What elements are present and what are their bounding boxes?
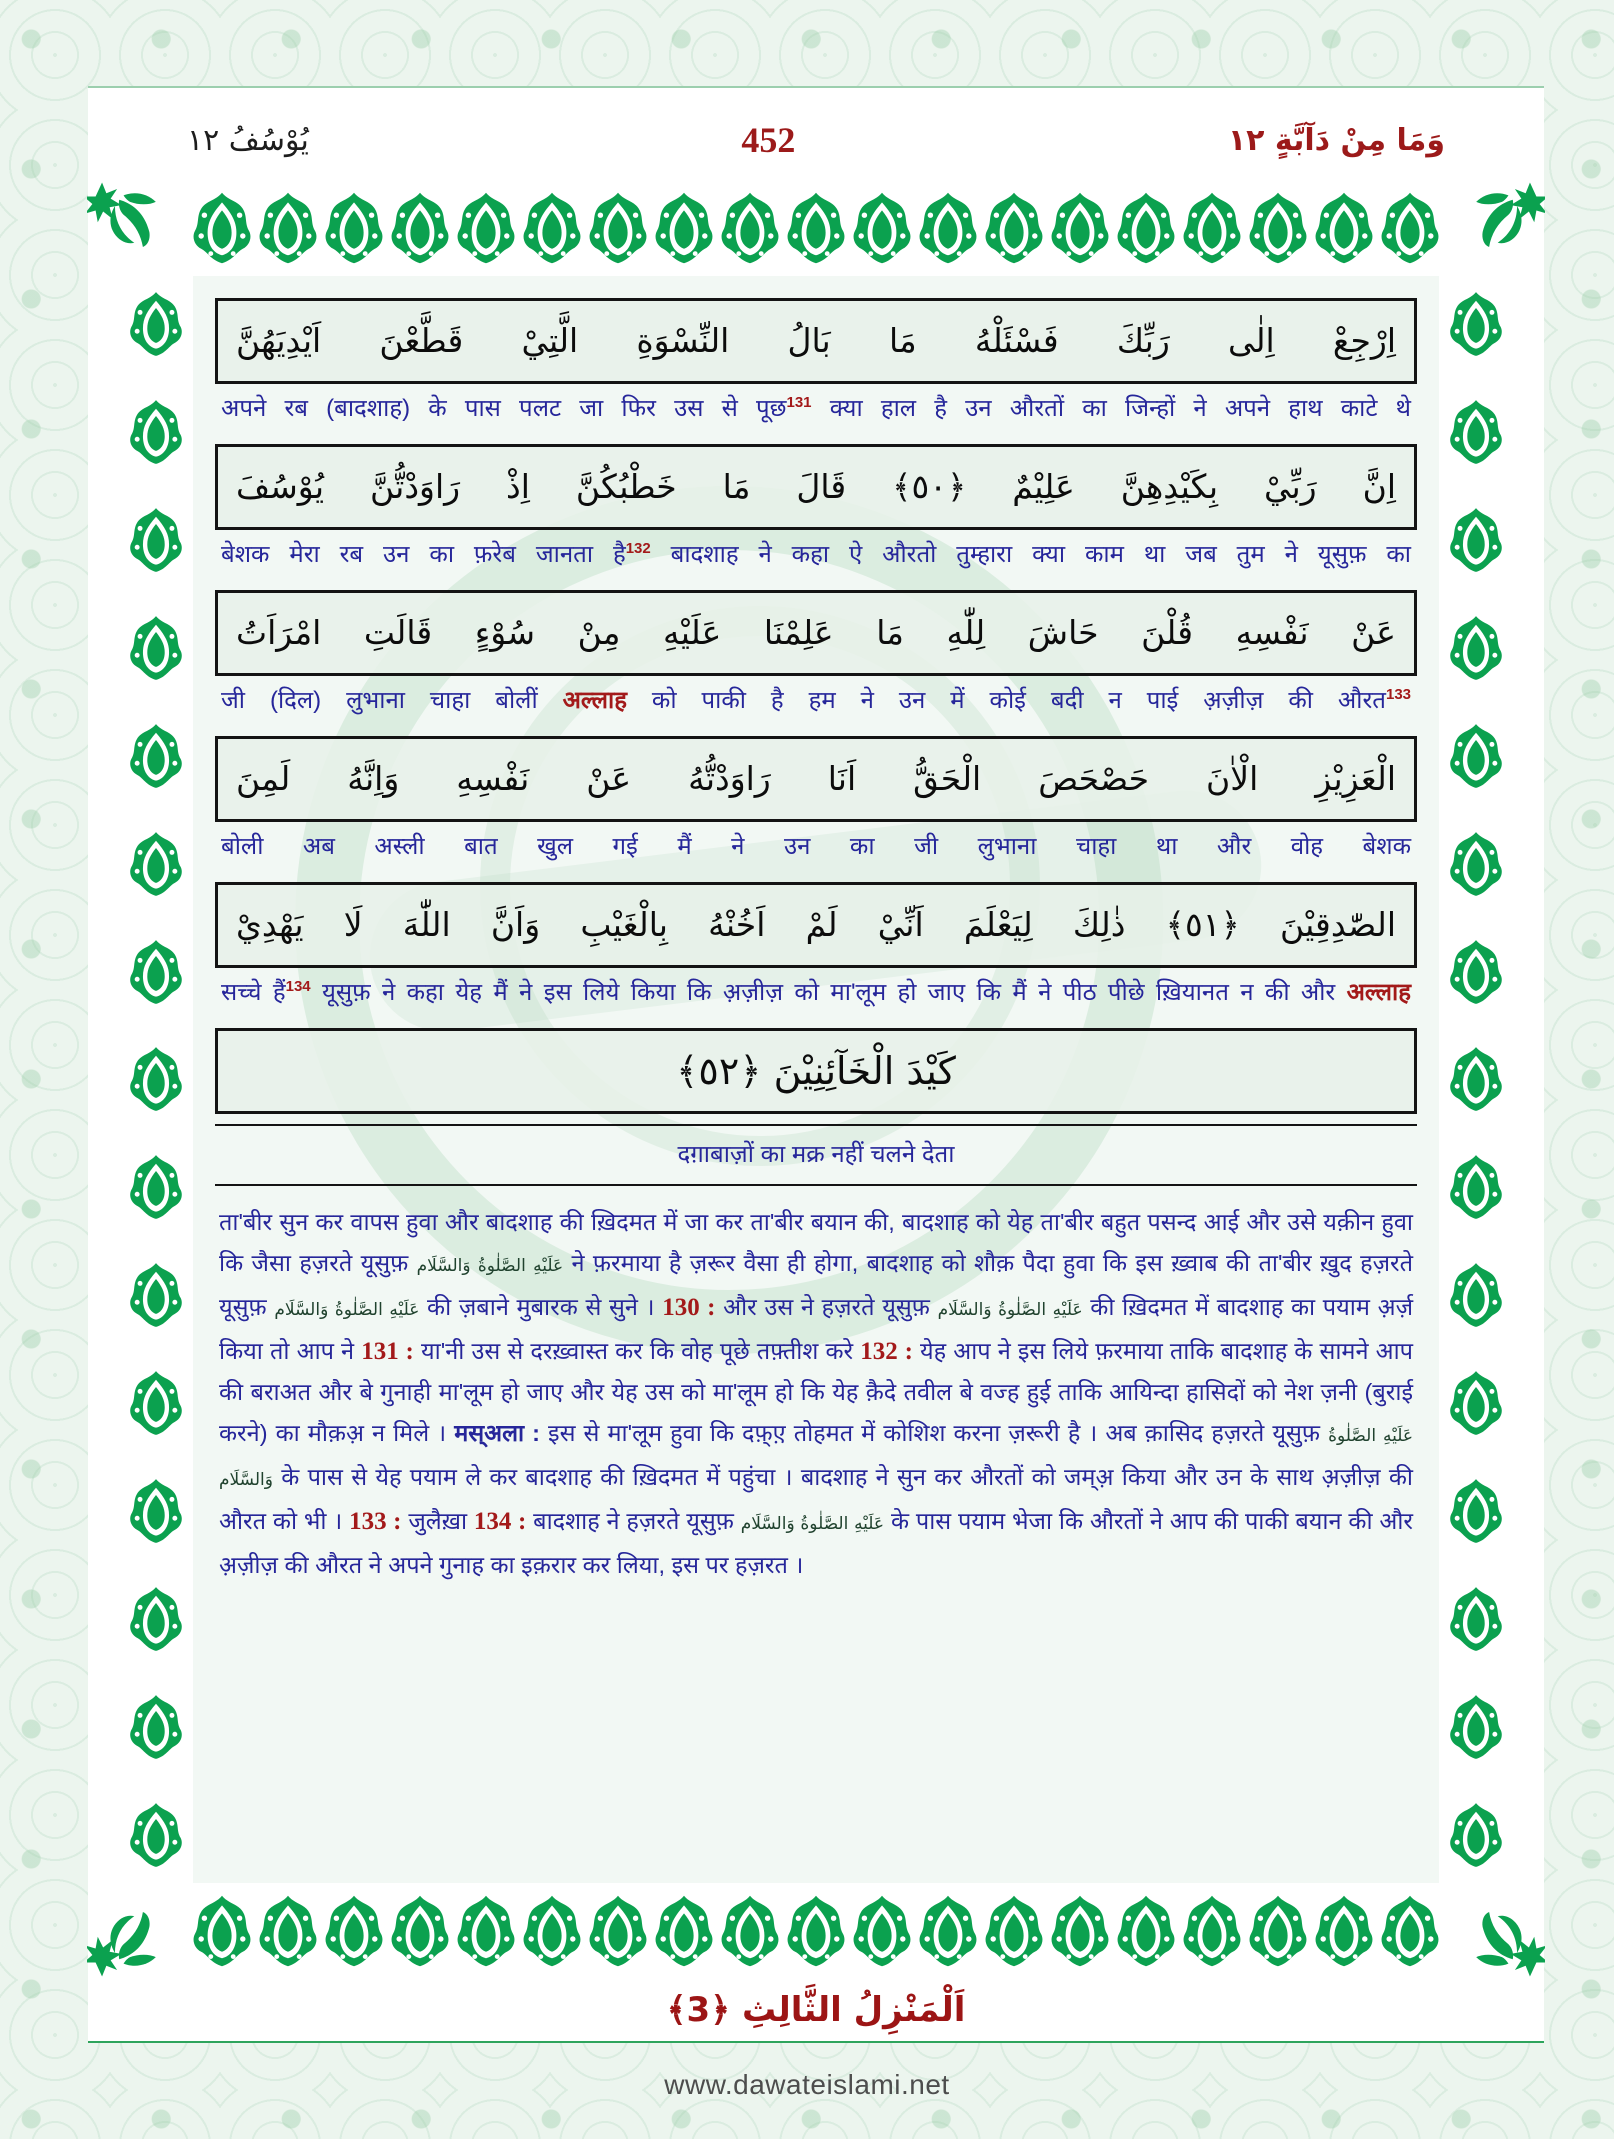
border-motif-icon: [718, 1885, 782, 1977]
content-area: [193, 276, 1439, 1883]
border-motif-icon: [256, 1885, 320, 1977]
border-motif-icon: [1180, 1885, 1244, 1977]
border-motif-icon: [1312, 182, 1376, 274]
border-motif-icon: [127, 1573, 185, 1665]
border-motif-icon: [916, 1885, 980, 1977]
border-motif-icon: [718, 182, 782, 274]
border-motif-icon: [127, 494, 185, 586]
border-motif-icon: [1048, 1885, 1112, 1977]
border-motif-icon: [850, 182, 914, 274]
verse-arabic: الْعَزِيْزِ الْاٰنَ حَصْحَصَ الْحَقُّ اَنَا رَاوَدْتُّهُ عَنْ نَفْسِهِ وَاِنَّهُ لَمِنَ: [215, 736, 1417, 822]
border-motif-icon: [322, 1885, 386, 1977]
border-motif-icon: [1114, 1885, 1178, 1977]
website-url: www.dawateislami.net: [664, 2069, 950, 2100]
ornamental-frame: [91, 182, 1541, 1977]
empty-space: [215, 1586, 1417, 1883]
border-motif-icon: [1180, 182, 1244, 274]
border-motif-icon: [784, 1885, 848, 1977]
border-motif-icon: [127, 278, 185, 370]
corner-flourish-icon: [1459, 180, 1545, 256]
verse-arabic: اِنَّ رَبِّيْ بِكَيْدِهِنَّ عَلِيْمٌ ﴿٥٠﴾ قَالَ مَا خَطْبُكُنَّ اِذْ رَاوَدْتُّنَّ يُوْسُفَ: [215, 444, 1417, 530]
border-motif-icon: [1114, 182, 1178, 274]
border-motif-icon: [127, 818, 185, 910]
border-motif-icon: [1447, 1357, 1505, 1449]
border-motif-icon: [1447, 926, 1505, 1018]
border-motif-icon: [127, 602, 185, 694]
verse-translation: बेशक मेरा रब उन का फ़रेब जानता है$^{132}$ बादशाह ने कहा ऐ औरतो तुम्हारा क्या काम था जब तुम ने यूसुफ़ का: [221, 540, 1411, 568]
footer-strip: [0, 2043, 1614, 2139]
border-motif-icon: [1447, 278, 1505, 370]
border-motif-icon: [322, 182, 386, 274]
border-motif-icon: [1378, 182, 1442, 274]
border-motif-icon: [1447, 494, 1505, 586]
border-motif-icon: [388, 182, 452, 274]
border-motif-icon: [127, 926, 185, 1018]
border-motif-icon: [127, 1141, 185, 1233]
verse-translation: सच्चे हैं$^{134}$ यूसुफ़ ने कहा येह मैं ने इस लिये किया कि अ़ज़ीज़ को मा'लूम हो जाए कि मैं ने पीठ पीछे ख़ियानत न की और अल्लाह: [221, 978, 1411, 1006]
border-motif-icon: [1447, 386, 1505, 478]
border-motif-icon: [454, 182, 518, 274]
border-motif-icon: [784, 182, 848, 274]
verse-arabic: اِرْجِعْ اِلٰى رَبِّكَ فَسْئَلْهُ مَا بَالُ النِّسْوَةِ الَّتِيْ قَطَّعْنَ اَيْدِيَهُنَّ: [215, 298, 1417, 384]
juz-name: وَمَا مِنْ دَآبَّةٍ ١٢: [1227, 122, 1445, 158]
border-motif-icon: [1447, 1681, 1505, 1773]
border-motif-icon: [1447, 1465, 1505, 1557]
border-motif-icon: [586, 1885, 650, 1977]
verse-translation: जी (दिल) लुभाना चाहा बोलीं अल्लाह को पाकी है हम ने उन में कोई बदी न पाई अ़ज़ीज़ की औरत$^{133}$: [221, 686, 1412, 714]
border-motif-icon: [1447, 1033, 1505, 1125]
border-bottom-ornaments: [125, 1885, 1507, 1977]
border-right-ornaments: [1445, 274, 1507, 1885]
border-motif-icon: [127, 1681, 185, 1773]
border-left-ornaments: [125, 274, 187, 1885]
border-motif-icon: [127, 1789, 185, 1881]
border-motif-icon: [1447, 1789, 1505, 1881]
corner-flourish-icon: [87, 1903, 173, 1979]
border-motif-icon: [1447, 1573, 1505, 1665]
border-motif-icon: [1378, 1885, 1442, 1977]
border-motif-icon: [454, 1885, 518, 1977]
border-motif-icon: [127, 710, 185, 802]
corner-flourish-icon: [1459, 1903, 1545, 1979]
border-motif-icon: [1246, 1885, 1310, 1977]
border-motif-icon: [520, 1885, 584, 1977]
border-motif-icon: [1447, 818, 1505, 910]
border-motif-icon: [1447, 710, 1505, 802]
border-motif-icon: [520, 182, 584, 274]
corner-flourish-icon: [87, 180, 173, 256]
page-header: [91, 88, 1541, 182]
border-motif-icon: [652, 182, 716, 274]
border-motif-icon: [850, 1885, 914, 1977]
border-motif-icon: [256, 182, 320, 274]
border-motif-icon: [1447, 602, 1505, 694]
border-motif-icon: [190, 1885, 254, 1977]
manzil-marker: اَلْمَنْزِلُ الثَّالِثِ ﴿3﴾: [666, 1989, 966, 2030]
surah-name: يُوْسُفُ ١٢: [187, 122, 309, 158]
verse-translation: बोली अब अस्ली बात खुल गई मैं ने उन का जी लुभाना चाहा था और वोह बेशक: [221, 833, 1411, 860]
border-top-ornaments: [125, 182, 1507, 274]
border-motif-icon: [1447, 1141, 1505, 1233]
border-motif-icon: [127, 1033, 185, 1125]
border-motif-icon: [127, 1357, 185, 1449]
border-motif-icon: [1312, 1885, 1376, 1977]
tafsir-commentary: ता'बीर सुन कर वापस हुवा और बादशाह की ख़िदमत में जा कर ता'बीर बयान की, बादशाह को येह ता'बीर बहुत पसन्द आई और उसे यक़ीन हुवा कि जैसा हज़रते यूसुफ़ عَلَيْهِ الصَّلٰوةُ وَالسَّلَام ने फ़रमाया है ज़रूर वैसा ही होगा, बादशाह को शौक़ पैदा हुवा कि इस ख़्वाब की ता'बीर ख़ुद हज़रते यूसुफ़ عَلَيْهِ الصَّلٰوةُ وَالسَّلَام की ज़बाने मुबारक से सुने । 130 : और उस ने हज़रते यूसुफ़ عَلَيْهِ الصَّلٰوةُ وَالسَّلَام की ख़िदमत में बादशाह का पयाम अ़र्ज़ किया तो आप ने 131 : या'नी उस से दरख़्वास्त कर कि वोह पूछे तफ़्तीश करे 132 : येह आप ने इस लिये फ़रमाया ताकि बादशाह के सामने आप की बराअत और बे गुनाही मा'लूम हो जाए और येह उस को मा'लूम हो कि येह क़ैदे तवील बे वज्ह हुई ताकि आयिन्दा हासिदों को नेश ज़नी (बुराई करने) का मौक़अ़ न मिले । मस्अला : इस से मा'लूम हुवा कि दफ़्ए़ तोहमत में कोशिश करना ज़रूरी है । अब क़ासिद हज़रते यूसुफ़ عَلَيْهِ الصَّلٰوةُ وَالسَّلَام के पास से येह पयाम ले कर बादशाह की ख़िदमत में पहुंचा । बादशाह ने सुन कर औरतों को जम्अ़ किया और उन के साथ अ़ज़ीज़ की औरत को भी । 133 : जुलैख़ा 134 : बादशाह ने हज़रते यूसुफ़ عَلَيْهِ الصَّلٰوةُ وَالسَّلَام के पास पयाम भेजा कि औरतों ने आप की पाकी बयान की और अ़ज़ीज़ की औरत ने अपने गुनाह का इक़रार कर लिया, इस पर हज़रत ।: [219, 1209, 1414, 1578]
border-motif-icon: [388, 1885, 452, 1977]
border-motif-icon: [127, 1465, 185, 1557]
border-motif-icon: [652, 1885, 716, 1977]
border-motif-icon: [586, 182, 650, 274]
verse-arabic: الصّٰدِقِيْنَ ﴿٥١﴾ ذٰلِكَ لِيَعْلَمَ اَنِّيْ لَمْ اَخُنْهُ بِالْغَيْبِ وَاَنَّ اللّٰهَ لَا يَهْدِيْ: [215, 882, 1417, 968]
border-motif-icon: [1048, 182, 1112, 274]
border-motif-icon: [982, 1885, 1046, 1977]
border-motif-icon: [982, 182, 1046, 274]
border-motif-icon: [916, 182, 980, 274]
page-number: 452: [741, 120, 796, 160]
verse-translation: दग़ाबाज़ों का मक्र नहीं चलने देता: [215, 1124, 1417, 1186]
border-motif-icon: [1447, 1249, 1505, 1341]
border-motif-icon: [190, 182, 254, 274]
verse-arabic: عَنْ نَفْسِهِ قُلْنَ حَاشَ لِلّٰهِ مَا عَلِمْنَا عَلَيْهِ مِنْ سُوْءٍ قَالَتِ امْرَاَتُ: [215, 590, 1417, 676]
page-sheet: [88, 86, 1544, 2043]
book-page: [91, 88, 1541, 2041]
border-motif-icon: [1246, 182, 1310, 274]
border-motif-icon: [127, 1249, 185, 1341]
verse-translation: अपने रब (बादशाह) के पास पलट जा फिर उस से पूछ$^{131}$ क्या हाल है उन औरतों का जिन्हों ने अपने हाथ काटे थे: [221, 394, 1411, 422]
border-motif-icon: [127, 386, 185, 478]
verse-arabic: كَيْدَ الْخَآئِنِيْنَ ﴿٥٢﴾: [215, 1028, 1417, 1114]
